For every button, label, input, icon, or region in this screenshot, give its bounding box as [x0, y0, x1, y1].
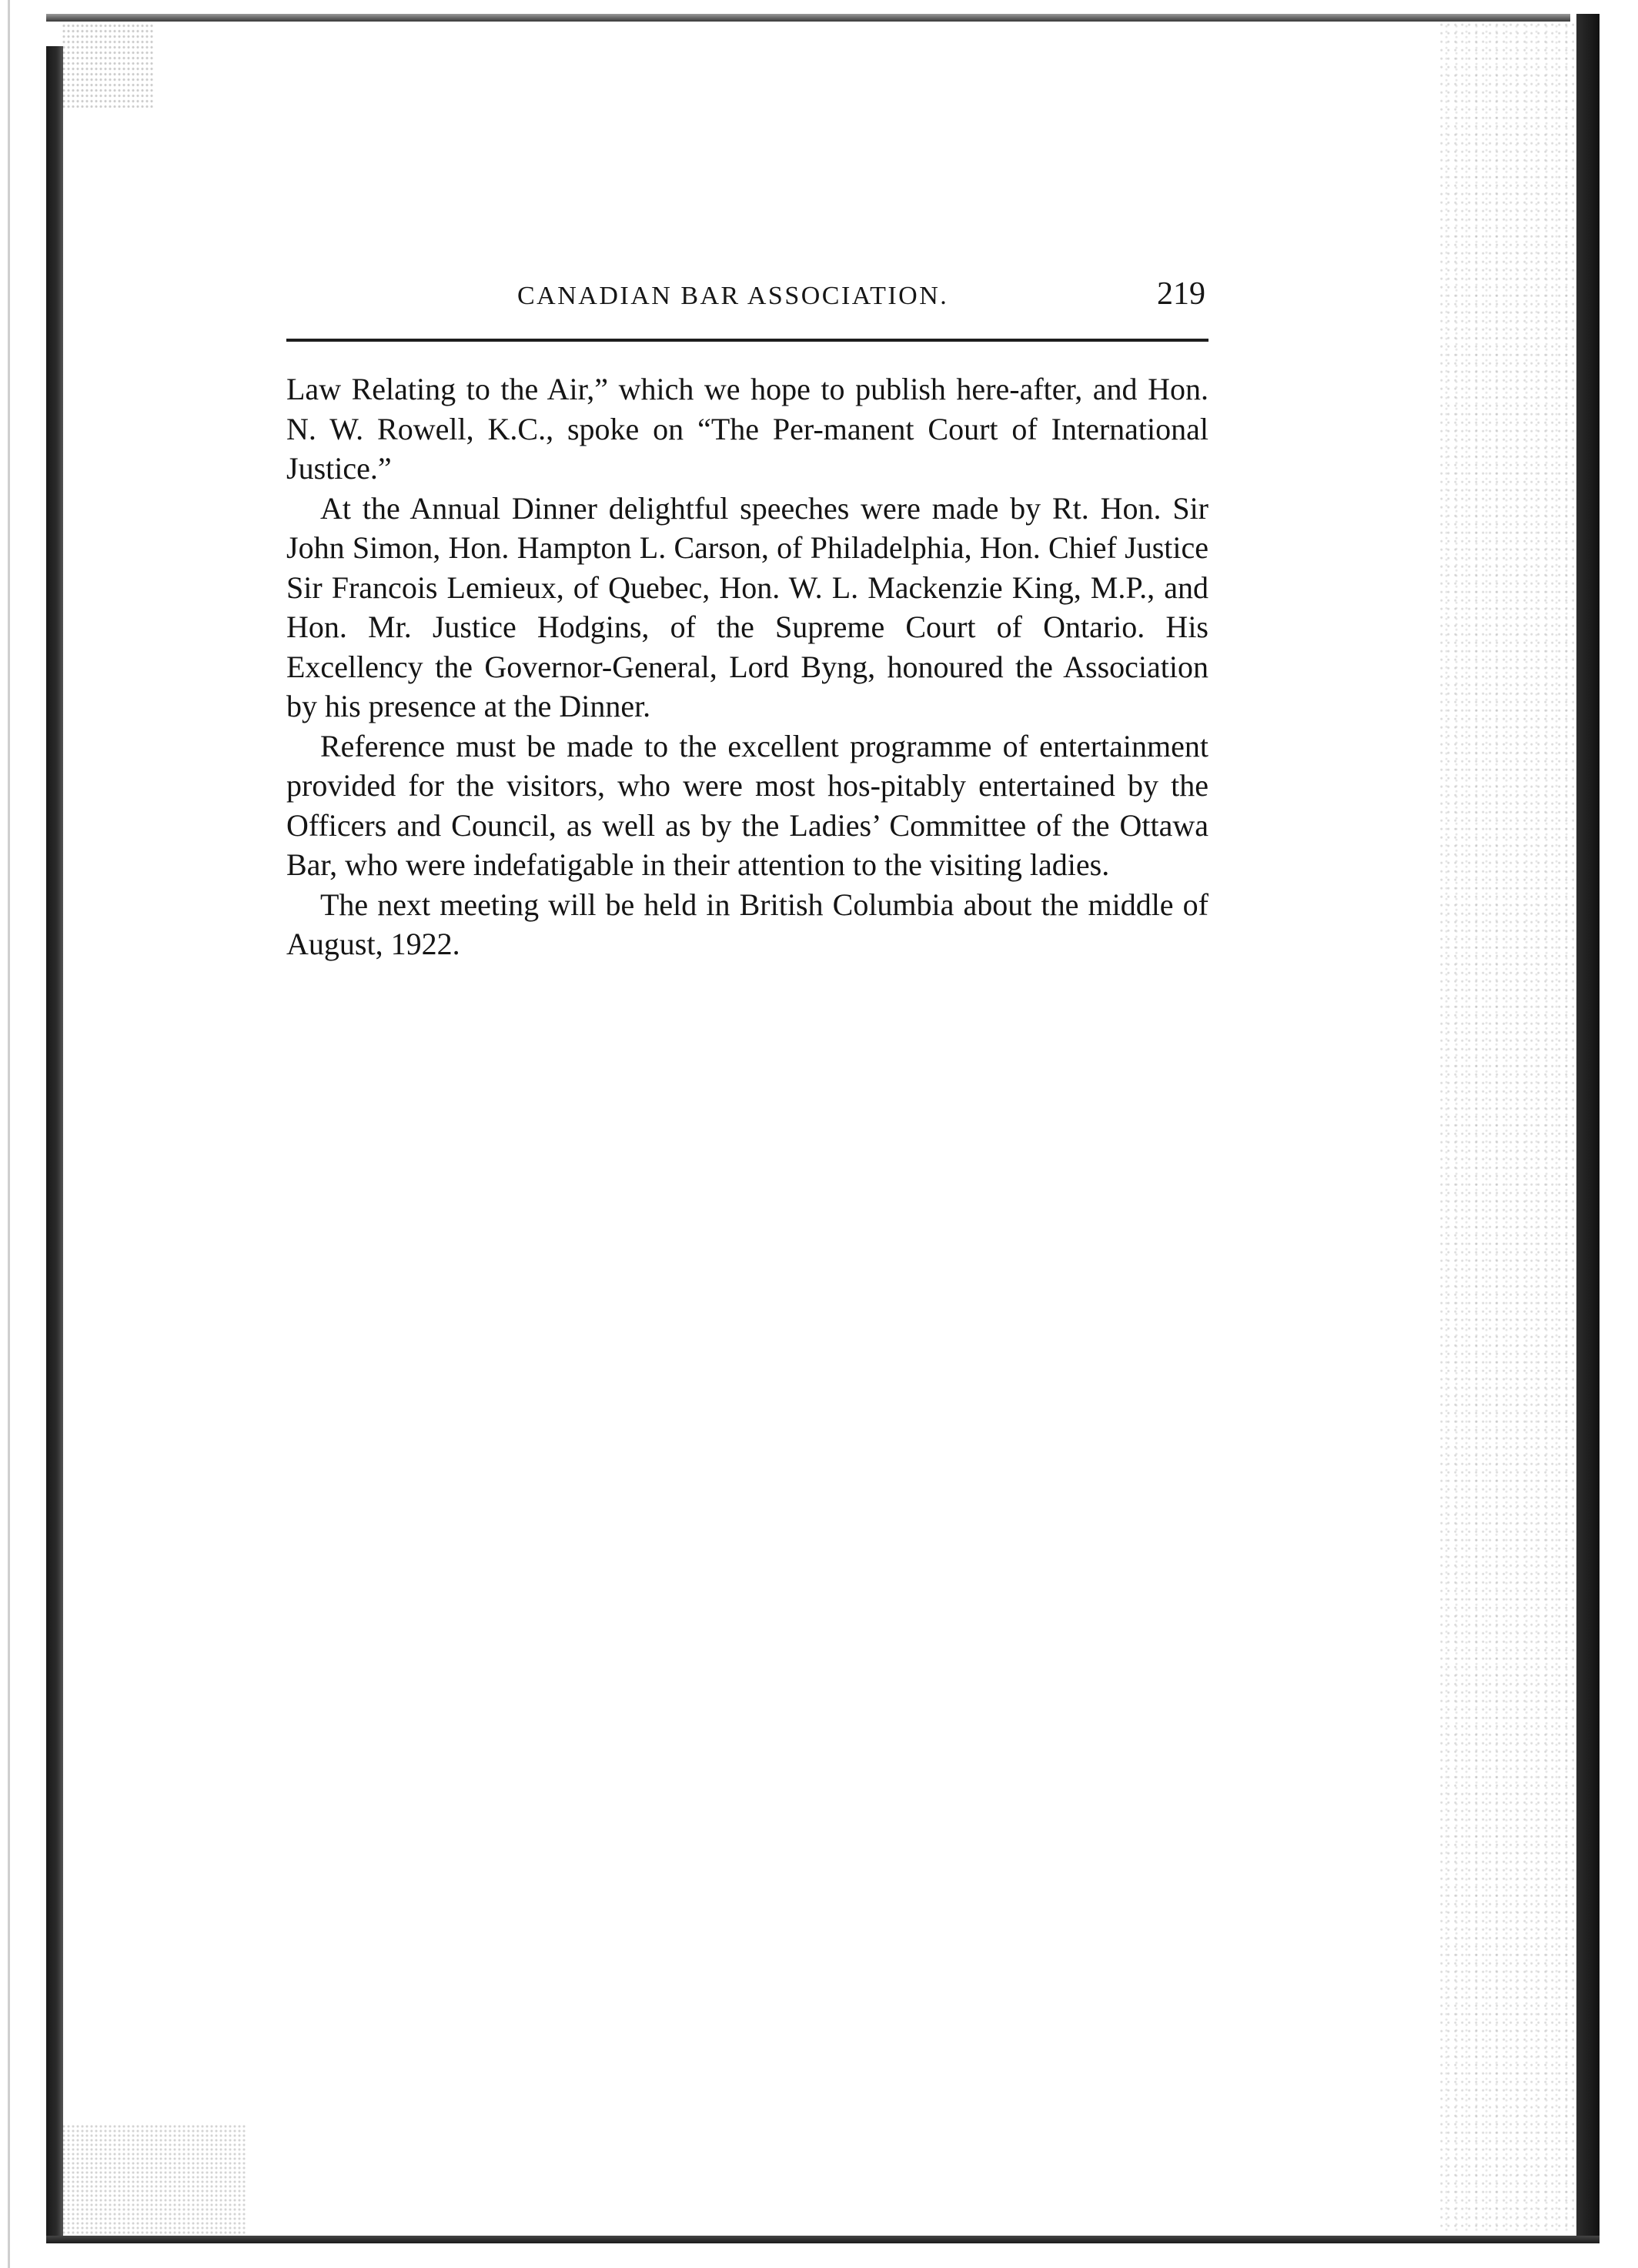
paragraph-4: The next meeting will be held in British Columbia about the middle of August, 1922.: [286, 887, 1208, 961]
scan-noise-right: [1439, 23, 1574, 2232]
scan-edge-outer: [8, 0, 10, 2268]
paragraph-1: Law Relating to the Air,” which we hope to publish here-after, and Hon. N. W. Rowell, K.C., spoke on “The Per-manent Court of International Justice.”: [286, 372, 1208, 486]
scan-right-edge: [1576, 14, 1600, 2238]
scan-noise-top-left: [62, 23, 154, 108]
scan-top-edge: [46, 14, 1570, 22]
running-title: CANADIAN BAR ASSOCIATION.: [517, 282, 949, 310]
header-rule: [286, 339, 1208, 342]
running-header: [286, 276, 1210, 325]
scan-bottom-edge: [46, 2236, 1600, 2243]
body-text: [286, 369, 1208, 964]
scan-binding-edge: [46, 46, 63, 2240]
paragraph-3: Reference must be made to the excellent programme of entertainment provided for the visitors, who were most hos-pitably entertained by the Officers and Council, as well as by the Ladies’ Committee of the Ottawa Bar, who were indefatigable in their attention to the visiting ladies.: [286, 728, 1208, 882]
scan-noise-bottom-left: [62, 2124, 246, 2236]
paragraph-2: At the Annual Dinner delightful speeches were made by Rt. Hon. Sir John Simon, Hon. Hampton L. Carson, of Philadelphia, Hon. Chief Justice Sir Francois Lemieux, of Quebec, Hon. W. L. Mackenzie King, M.P., and Hon. Mr. Justice Hodgins, of the Supreme Court of Ontario. His Excellency the Governor-General, Lord Byng, honoured the Association by his presence at the Dinner.: [286, 490, 1208, 723]
page-number: 219: [1157, 276, 1205, 312]
